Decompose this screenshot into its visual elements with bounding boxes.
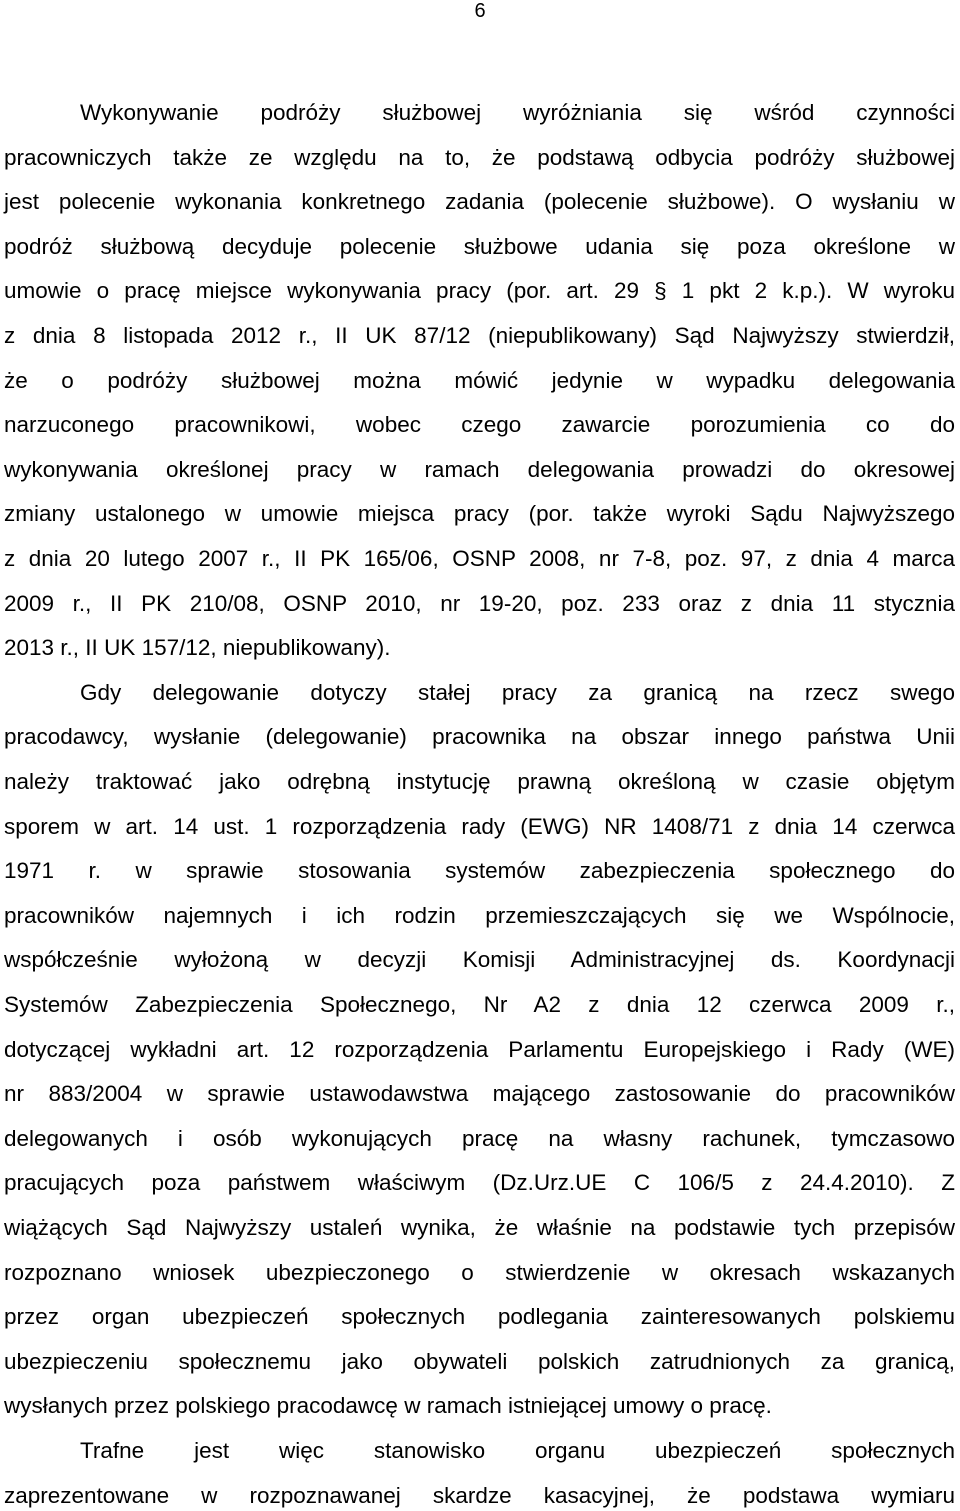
text-line: przez organ ubezpieczeń społecznych podlegania zainteresowanych polskiemu — [4, 1304, 955, 1330]
text-line: że o podróży służbowej można mówić jedynie w wypadku delegowania — [4, 367, 955, 393]
text-line: 2013 r., II UK 157/12, niepublikowany). — [4, 635, 391, 661]
text-line: nr 883/2004 w sprawie ustawodawstwa mającego zastosowanie do pracowników — [4, 1081, 955, 1107]
text-line: z dnia 20 lutego 2007 r., II PK 165/06, OSNP 2008, nr 7-8, poz. 97, z dnia 4 marca — [4, 546, 955, 571]
text-line: rozpoznano wniosek ubezpieczonego o stwierdzenie w okresach wskazanych — [4, 1259, 955, 1285]
text-line: zmiany ustalonego w umowie miejsca pracy (por. także wyroki Sądu Najwyższego — [4, 501, 955, 527]
text-line: pracowniczych także ze względu na to, że podstawą odbycia podróży służbowej — [4, 144, 955, 170]
text-line: Wykonywanie podróży służbowej wyróżniania się wśród czynności — [80, 100, 955, 125]
text-line: 2009 r., II PK 210/08, OSNP 2010, nr 19-20, poz. 233 oraz z dnia 11 stycznia — [4, 590, 955, 616]
text-line: ubezpieczeniu społecznemu jako obywateli polskich zatrudnionych za granicą, — [4, 1348, 955, 1374]
text-line: 1971 r. w sprawie stosowania systemów zabezpieczenia społecznego do — [4, 858, 955, 884]
text-line: pracowników najemnych i ich rodzin przemieszczających się we Wspólnocie, — [4, 902, 955, 928]
text-line: wiążących Sąd Najwyższy ustaleń wynika, że właśnie na podstawie tych przepisów — [4, 1215, 955, 1240]
text-line: wykonywania określonej pracy w ramach delegowania prowadzi do okresowej — [4, 456, 955, 482]
text-line: zaprezentowane w rozpoznawanej skardze kasacyjnej, że podstawa wymiaru — [4, 1482, 955, 1508]
text-line: jest polecenie wykonania konkretnego zadania (polecenie służbowe). O wysłaniu w — [4, 189, 955, 215]
text-line: umowie o pracę miejsce wykonywania pracy (por. art. 29 § 1 pkt 2 k.p.). W wyroku — [4, 278, 955, 304]
text-line: podróż służbową decyduje polecenie służbowe udania się poza określone w — [4, 233, 955, 259]
text-line: Systemów Zabezpieczenia Społecznego, Nr A2 z dnia 12 czerwca 2009 r., — [4, 992, 955, 1017]
text-line: Trafne jest więc stanowisko organu ubezpieczeń społecznych — [80, 1438, 955, 1463]
text-line: pracujących poza państwem właściwym (Dz.Urz.UE C 106/5 z 24.4.2010). Z — [4, 1170, 955, 1196]
text-line: narzuconego pracownikowi, wobec czego zawarcie porozumienia co do — [4, 412, 955, 438]
text-line: dotyczącej wykładni art. 12 rozporządzenia Parlamentu Europejskiego i Rady (WE) — [4, 1036, 955, 1062]
text-line: Gdy delegowanie dotyczy stałej pracy za granicą na rzecz swego — [80, 679, 955, 705]
text-line: sporem w art. 14 ust. 1 rozporządzenia rady (EWG) NR 1408/71 z dnia 14 czerwca — [4, 813, 955, 839]
page-number: 6 — [474, 0, 486, 22]
text-line: współcześnie wyłożoną w decyzji Komisji Administracyjnej ds. Koordynacji — [4, 947, 955, 973]
text-line: wysłanych przez polskiego pracodawcę w ramach istniejącej umowy o pracę. — [4, 1393, 772, 1419]
text-line: z dnia 8 listopada 2012 r., II UK 87/12 (niepublikowany) Sąd Najwyższy stwierdził, — [4, 323, 955, 348]
text-line: delegowanych i osób wykonujących pracę na własny rachunek, tymczasowo — [4, 1125, 955, 1151]
text-line: należy traktować jako odrębną instytucję prawną określoną w czasie objętym — [4, 769, 955, 794]
text-line: pracodawcy, wysłanie (delegowanie) pracownika na obszar innego państwa Unii — [4, 724, 955, 750]
